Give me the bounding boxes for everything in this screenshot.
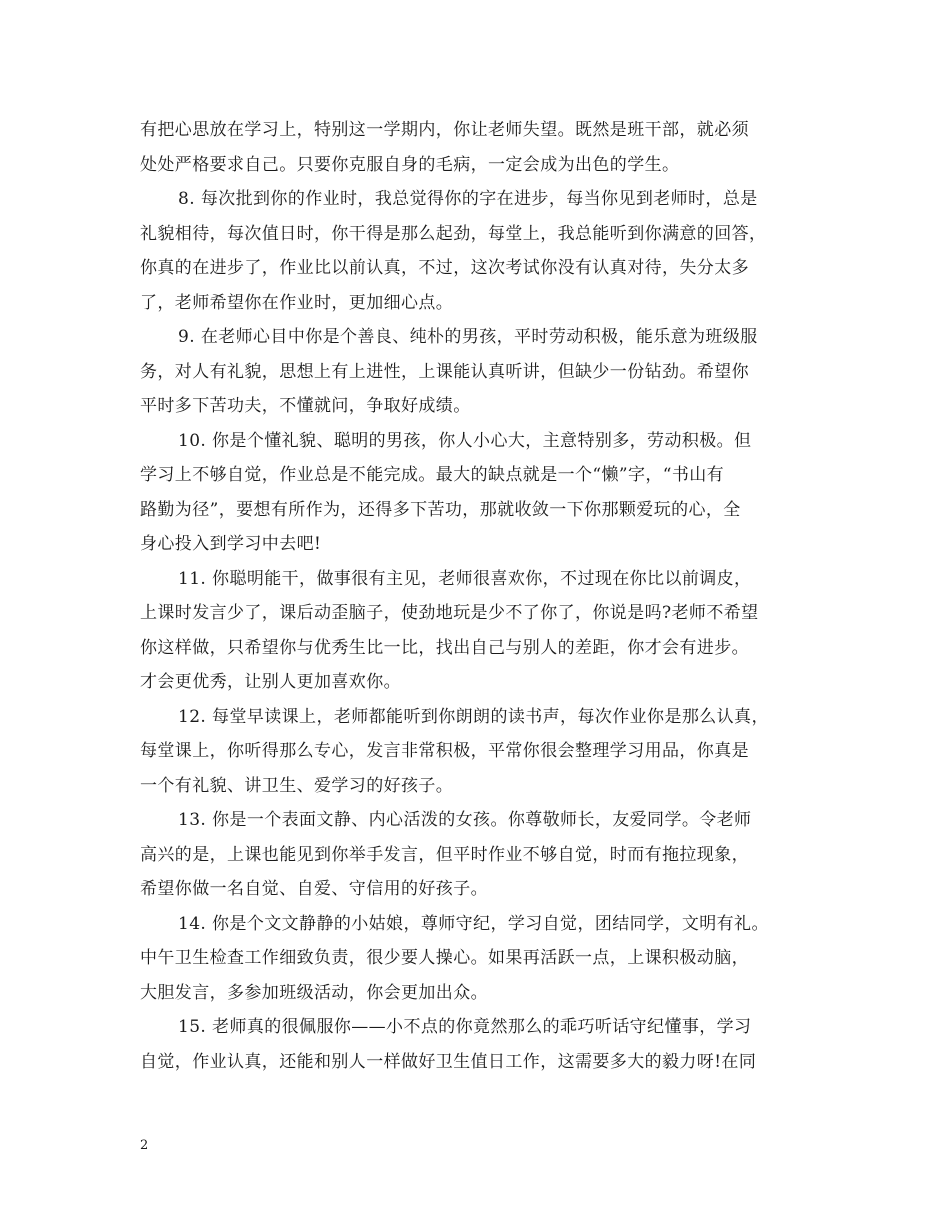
text-line: 礼貌相待，每次值日时，你干得是那么起劲，每堂上，我总能听到你满意的回答， — [140, 223, 767, 244]
text-line: 务，对人有礼貌，思想上有上进性，上课能认真听讲，但缺少一份钻劲。希望你 — [140, 361, 749, 382]
text-line: 你真的在进步了，作业比以前认真，不过，这次考试你没有认真对待，失分太多 — [140, 258, 749, 278]
text-line: 一个有礼貌、讲卫生、爱学习的好孩子。 — [140, 775, 454, 796]
text-line: 才会更优秀，让别人更加喜欢你。 — [140, 672, 401, 692]
text-line: 你这样做，只希望你与优秀生比一比，找出自己与别人的差距，你才会有进步。 — [140, 637, 749, 658]
text-line: 每堂课上，你听得那么专心，发言非常积极，平常你很会整理学习用品，你真是 — [140, 741, 749, 761]
text-line: 11. 你聪明能干，做事很有主见，老师很喜欢你，不过现在你比以前调皮， — [178, 568, 752, 589]
text-line: 大胆发言，多参加班级活动，你会更加出众。 — [140, 982, 488, 1003]
text-line: 平时多下苦功夫，不懂就问，争取好成绩。 — [140, 396, 471, 416]
text-line: 处处严格要求自己。只要你克服自身的毛病，一定会成为出色的学生。 — [140, 154, 680, 175]
text-line: 希望你做一名自觉、自爱、守信用的好孩子。 — [140, 879, 488, 899]
text-line: 高兴的是，上课也能见到你举手发言，但平时作业不够自觉，时而有拖拉现象， — [140, 844, 749, 865]
text-line: 学习上不够自觉，作业总是不能完成。最大的缺点就是一个“懒”字，“书山有 — [140, 465, 725, 485]
text-line: 14. 你是个文文静静的小姑娘，尊师守纪，学习自觉，团结同学，文明有礼。 — [178, 913, 769, 934]
text-line: 8. 每次批到你的作业时，我总觉得你的字在进步，每当你见到老师时，总是 — [178, 189, 758, 209]
text-line: 路勤为径”，要想有所作为，还得多下苦功，那就收敛一下你那颗爱玩的心，全 — [140, 499, 741, 520]
text-line: 13. 你是一个表面文静、内心活泼的女孩。你尊敬师长，友爱同学。令老师 — [178, 810, 752, 830]
text-line: 15. 老师真的很佩服你——小不点的你竟然那么的乖巧听话守纪懂事，学习 — [178, 1017, 752, 1037]
text-line: 自觉，作业认真，还能和别人一样做好卫生值日工作，这需要多大的毅力呀!在同 — [140, 1051, 757, 1072]
text-line: 有把心思放在学习上，特别这一学期内，你让老师失望。既然是班干部，就必须 — [140, 120, 749, 140]
document-body — [140, 113, 815, 1079]
text-line: 10. 你是个懂礼貌、聪明的男孩，你人小心大，主意特别多，劳动积极。但 — [178, 430, 752, 451]
text-line: 12. 每堂早读课上，老师都能听到你朗朗的读书声，每次作业你是那么认真， — [178, 706, 769, 727]
text-line: 9. 在老师心目中你是个善良、纯朴的男孩，平时劳动积极，能乐意为班级服 — [178, 327, 758, 347]
text-line: 身心投入到学习中去吧! — [140, 534, 322, 554]
text-line: 上课时发言少了，课后动歪脑子，使劲地玩是少不了你了，你说是吗?老师不希望 — [140, 603, 759, 623]
text-line: 了，老师希望你在作业时，更加细心点。 — [140, 292, 454, 313]
page-number: 2 — [140, 1138, 149, 1153]
text-line: 中午卫生检查工作细致负责，很少要人操心。如果再活跃一点，上课积极动脑， — [140, 948, 749, 968]
